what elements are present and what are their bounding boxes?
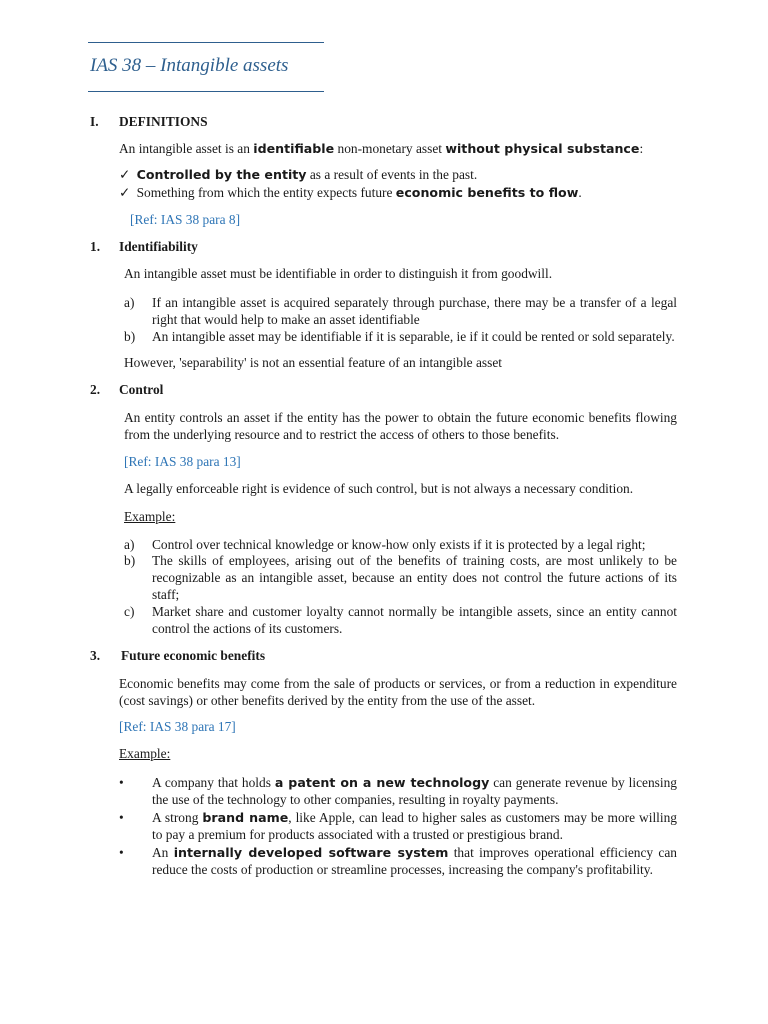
bullet-text-part: A company that holds [152,775,275,790]
list-item [124,536,677,553]
subsection-number: 2. [90,382,101,397]
subsection-heading: Future economic benefits [121,648,266,663]
paragraph: An intangible asset must be identifiable in order to distinguish it from goodwill. [124,266,553,281]
check-text: as a result of events in the past. [306,167,478,182]
bullet-text-part: that improves operational efficiency can reduce the costs of production or streamline processes, increasing the company's profitability. [152,845,678,877]
bullet-item [119,809,677,843]
bullet-bold: internally developed software system [173,845,449,860]
check-text: Something from which the entity expects future [136,185,396,200]
list-item [124,603,677,637]
list-text: Control over technical knowledge or know-how only exists if it is protected by a legal right; [152,537,646,552]
check-bold: Controlled by the entity [136,167,307,182]
check-text: . [578,185,582,200]
check-bold: economic benefits to flow [395,185,579,200]
def-text-2: non-monetary asset [334,141,446,156]
def-bold-2: without physical substance [445,141,640,156]
paragraph: A legally enforceable right is evidence of such control, but is not always a necessary condition. [124,481,634,496]
section-heading: DEFINITIONS [119,114,208,129]
list-text: Market share and customer loyalty cannot normally be intangible assets, since an entity cannot control the actions of its customers. [152,604,677,636]
bullet-text [152,809,677,843]
bullet-bold: brand name [202,810,289,825]
bullet-icon: • [119,845,124,860]
list-marker: a) [124,537,135,552]
def-bold-1: identifiable [253,141,335,156]
subsection-heading: Control [119,382,164,397]
def-text-1: An intangible asset is an [119,141,254,156]
title-rule-bottom [88,91,324,92]
list-marker: b) [124,329,136,344]
reference-link[interactable]: [Ref: IAS 38 para 17] [119,719,236,734]
section-number: I. [90,114,99,129]
definition-text [119,141,643,157]
bullet-icon: • [119,775,124,790]
subsection-number: 3. [90,648,101,663]
bullet-text-part: can generate revenue by licensing the use of the technology to other companies, resulting in royalty payments. [152,775,678,807]
example-label: Example: [124,509,176,524]
reference-link[interactable]: [Ref: IAS 38 para 8] [130,212,241,227]
bullet-bold: a patent on a new technology [274,775,490,790]
list-item [124,328,684,345]
bullet-text [152,844,677,878]
check-item [119,185,582,201]
paragraph: However, 'separability' is not an essential feature of an intangible asset [124,355,502,370]
bullet-item [119,844,677,878]
def-text-3: : [639,141,644,156]
list-item [124,294,677,328]
check-item [119,167,477,183]
check-icon: ✓ [119,185,131,200]
title-block [88,42,324,92]
reference-link[interactable]: [Ref: IAS 38 para 13] [124,454,241,469]
subsection-number: 1. [90,239,101,254]
document-title: IAS 38 – Intangible assets [90,55,289,76]
list-text: If an intangible asset is acquired separately through purchase, there may be a transfer of a legal right that would help to make an asset identifiable [152,295,677,327]
paragraph: An entity controls an asset if the entity has the power to obtain the future economic benefits flowing from the underlying resource and to restrict the access of others to those benefits. [124,410,677,442]
bullet-text-part: A strong [152,810,203,825]
check-icon: ✓ [119,167,131,182]
subsection-heading: Identifiability [119,239,198,254]
bullet-icon: • [119,810,124,825]
list-marker: b) [124,553,136,568]
list-text: An intangible asset may be identifiable if it is separable, ie if it could be rented or sold separately. [152,329,675,344]
example-label: Example: [119,746,171,761]
title-rule-top [88,42,324,43]
list-marker: c) [124,604,135,619]
list-text: The skills of employees, arising out of the benefits of training costs, are most unlikely to be recognizable as an intangible asset, because an entity does not control the future actions of its staff; [152,553,677,602]
list-item [124,552,677,603]
list-marker: a) [124,295,135,310]
bullet-text-part: , like Apple, can lead to higher sales as customers may be more willing to pay a premium for products associated with a trusted or prestigious brand. [152,810,677,842]
bullet-text-part: An [152,845,174,860]
paragraph: Economic benefits may come from the sale of products or services, or from a reduction in expenditure (cost savings) or other benefits derived by the entity from the use of the asset. [119,676,677,708]
bullet-item [119,774,677,808]
bullet-text [152,774,677,808]
